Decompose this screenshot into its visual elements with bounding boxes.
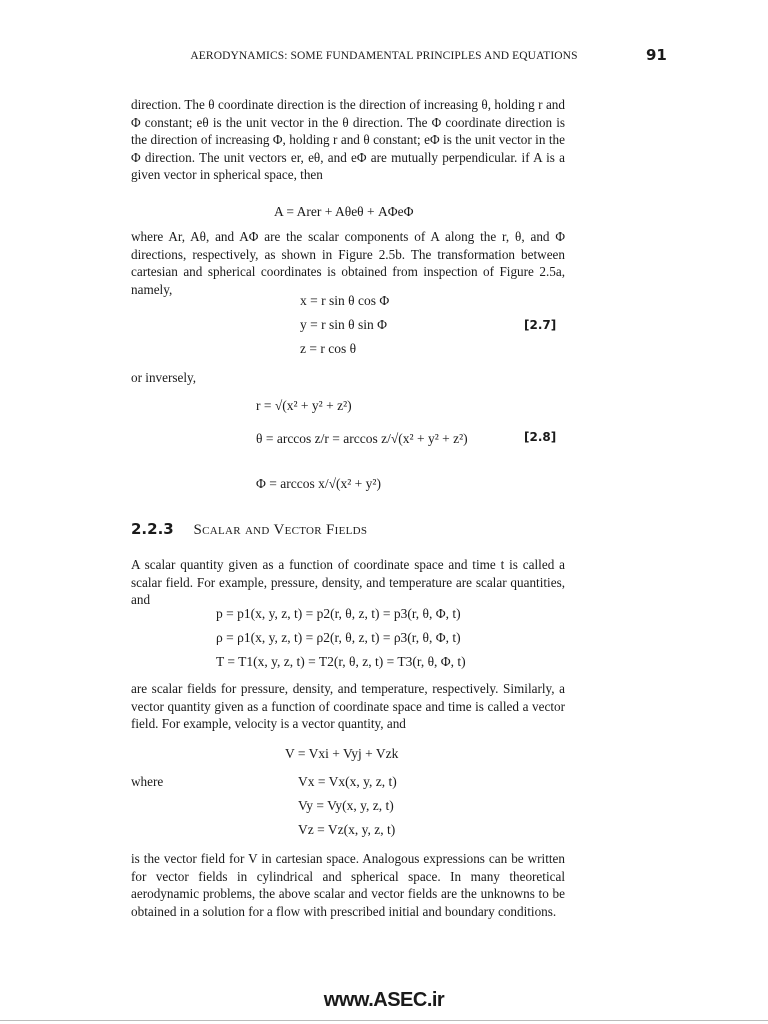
- where-label: where: [131, 774, 164, 789]
- equation-number-2-8: [2.8]: [524, 430, 557, 444]
- component-vz: Vz = Vz(x, y, z, t): [298, 822, 396, 837]
- section-heading: [131, 520, 367, 539]
- scalar-eq-temperature: T = T1(x, y, z, t) = T2(r, θ, z, t) = T3(r, θ, Φ, t): [216, 654, 466, 669]
- eq28-line-phi: Φ = arccos x/√(x² + y²): [256, 476, 381, 491]
- eq27-line-x: x = r sin θ cos Φ: [300, 293, 390, 308]
- vector-eq-velocity: V = Vxi + Vyj + Vzk: [285, 746, 399, 761]
- paragraph-spherical-intro: direction. The θ coordinate direction is the direction of increasing θ, holding r and Φ constant; eθ is the unit vector in the θ direction. The Φ coordinate direction is the direction of increasing Φ, holding r and θ constant; eΦ is the unit vector in the Φ direction. The unit vectors er, eθ, and eΦ are mutually perpendicular. if A is a given vector in spherical space, then: [131, 97, 565, 183]
- scalar-eq-pressure: p = p1(x, y, z, t) = p2(r, θ, z, t) = p3(r, θ, Φ, t): [216, 606, 461, 621]
- paragraph-scalar-field: A scalar quantity given as a function of coordinate space and time t is called a scalar field. For example, pressure, density, and temperature are scalar quantities, and: [131, 557, 565, 608]
- paragraph-vector-conclusion: is the vector field for V in cartesian space. Analogous expressions can be written for vector fields in cylindrical and spherical space. In many theoretical aerodynamic problems, the above scalar and vector fields are the unknowns to be obtained in a solution for a flow with prescribed initial and boundary conditions.: [131, 851, 565, 919]
- running-header: AERODYNAMICS: SOME FUNDAMENTAL PRINCIPLES AND EQUATIONS: [190, 50, 578, 62]
- equation-vector-a: A = Arer + Aθeθ + AΦeΦ: [274, 204, 414, 219]
- eq28-line-r: r = √(x² + y² + z²): [256, 398, 352, 413]
- section-number: 2.2.3: [131, 520, 174, 538]
- eq27-line-y: y = r sin θ sin Φ: [300, 317, 387, 332]
- footer-watermark: www.ASEC.ir: [323, 989, 445, 1011]
- section-title: Scalar and Vector Fields: [193, 522, 368, 538]
- paragraph-vector-field: are scalar fields for pressure, density, and temperature, respectively. Similarly, a vector quantity given as a function of coordinate space and time is called a vector field. For example, velocity is a vector quantity, and: [131, 681, 565, 732]
- component-vy: Vy = Vy(x, y, z, t): [298, 798, 394, 813]
- component-vx: Vx = Vx(x, y, z, t): [298, 774, 397, 789]
- eq28-line-theta: θ = arccos z/r = arccos z/√(x² + y² + z²): [256, 431, 468, 446]
- scalar-eq-density: ρ = ρ1(x, y, z, t) = ρ2(r, θ, z, t) = ρ3(r, θ, Φ, t): [216, 630, 461, 645]
- or-inversely-text: or inversely,: [131, 370, 197, 385]
- paragraph-transformation: where Ar, Aθ, and AΦ are the scalar components of A along the r, θ, and Φ directions, respectively, as shown in Figure 2.5b. The transformation between cartesian and spherical coordinates is obtained from inspection of Figure 2.5a, namely,: [131, 229, 565, 297]
- equation-number-2-7: [2.7]: [524, 318, 557, 332]
- bottom-rule: [0, 1020, 768, 1021]
- page-number: 91: [646, 46, 667, 64]
- eq27-line-z: z = r cos θ: [300, 341, 357, 356]
